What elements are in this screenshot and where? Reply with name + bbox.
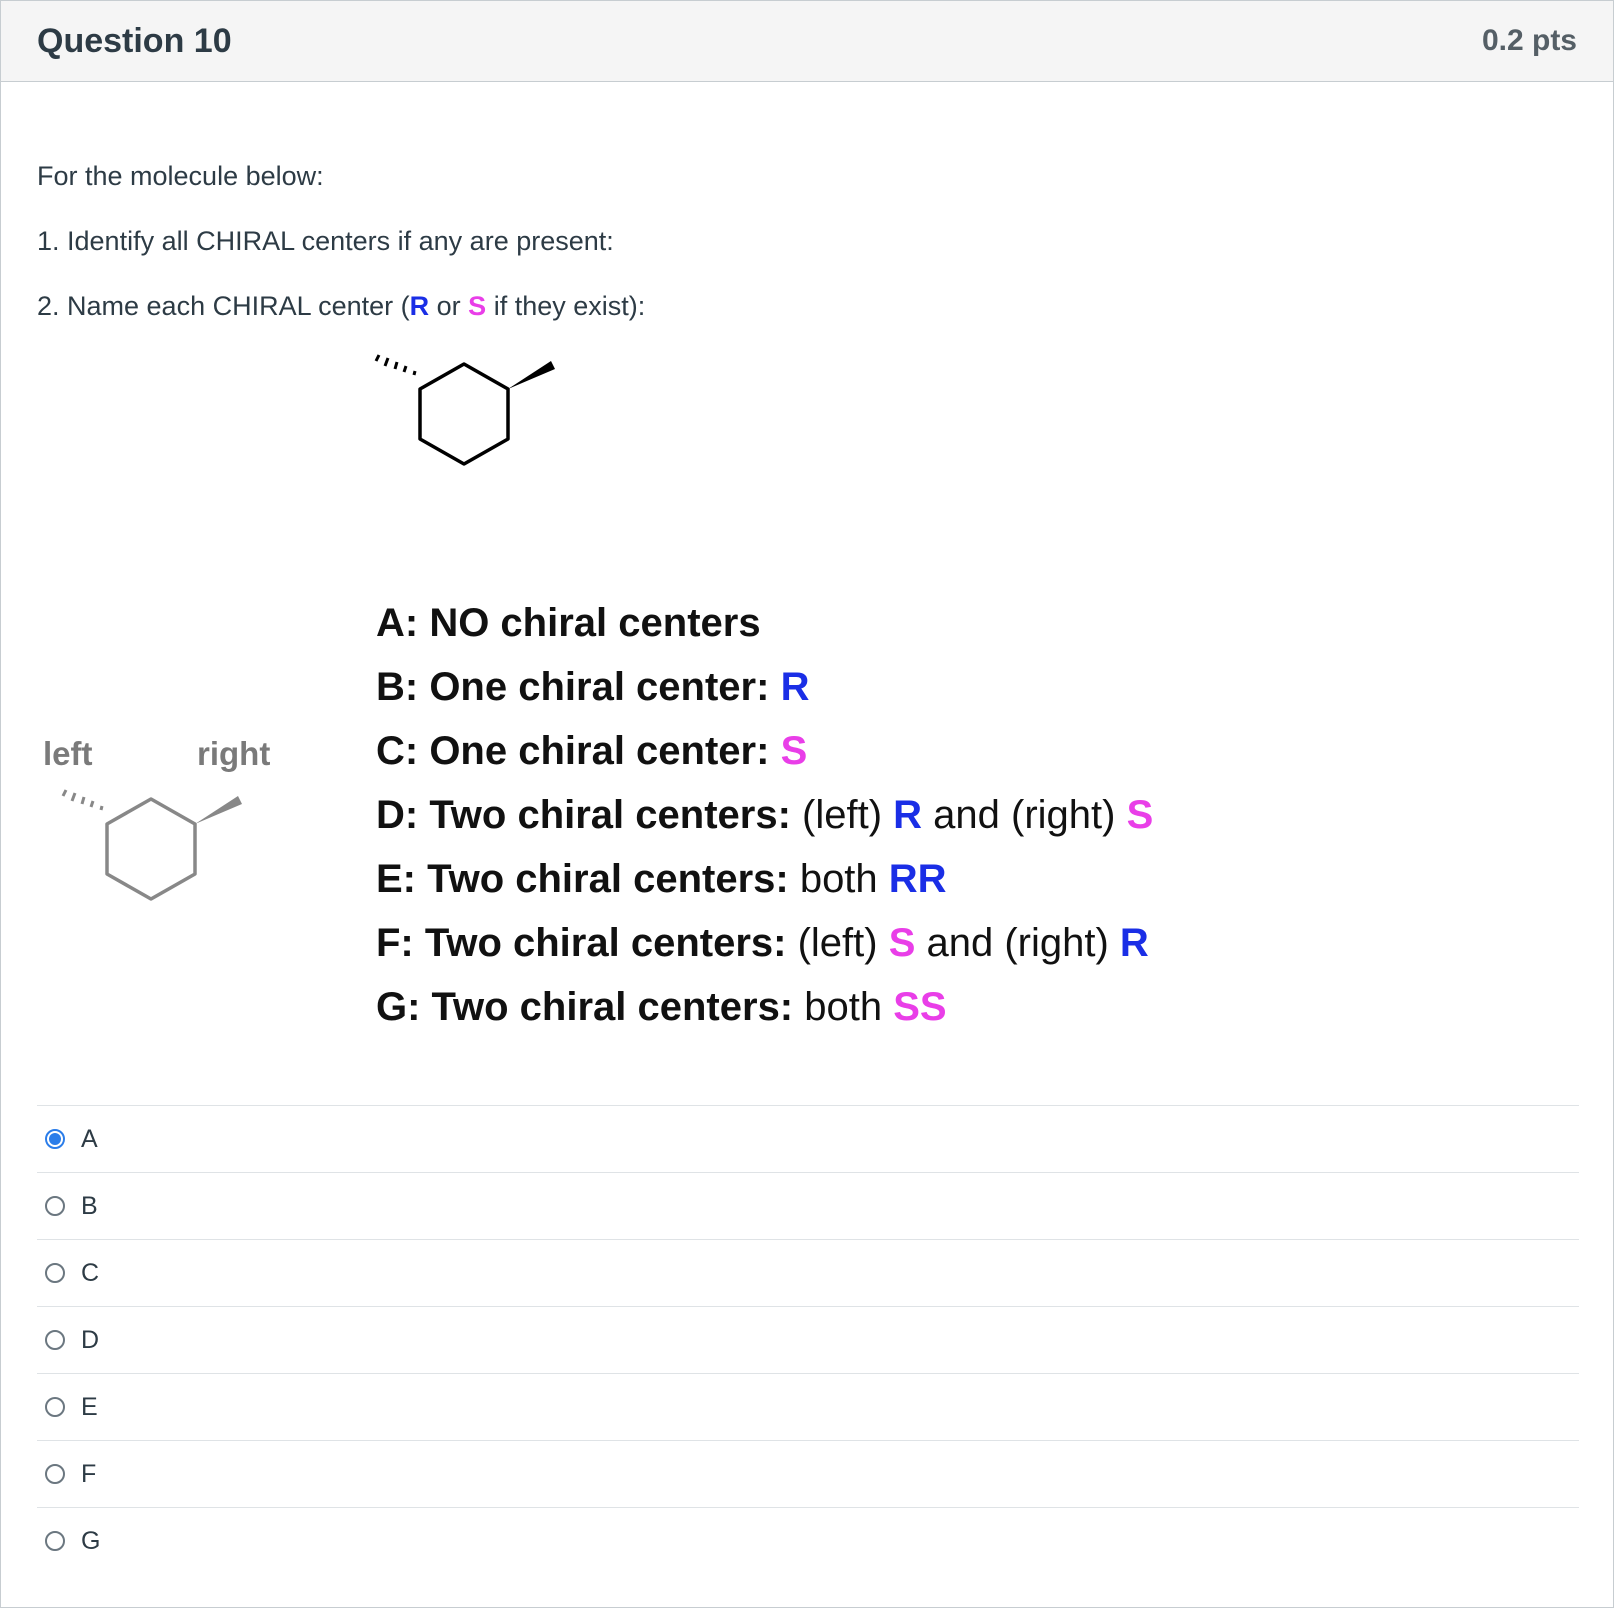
answer-choice-c[interactable] [37, 1239, 1579, 1306]
answer-choice-g[interactable] [37, 1507, 1579, 1574]
option-c-value: S [780, 729, 808, 773]
option-g-value: SS [893, 985, 947, 1029]
right-label: right [197, 735, 271, 772]
option-g-text [376, 985, 947, 1030]
prompt-line-3 [37, 291, 645, 322]
answer-list [37, 1105, 1579, 1574]
wedge-bond [508, 361, 555, 389]
question-points: 0.2 pts [1481, 24, 1577, 57]
option-b-bold: B: One chiral center: [376, 665, 781, 709]
answer-label-f: F [81, 1459, 97, 1488]
option-f-value-1: S [888, 921, 916, 965]
radio-c[interactable] [45, 1263, 65, 1283]
wedge-bond-gray [195, 796, 242, 824]
radio-g[interactable] [45, 1531, 65, 1551]
answer-choice-d[interactable] [37, 1306, 1579, 1373]
option-e-text-1: both [788, 857, 889, 901]
prompt-line-1: For the molecule below: [37, 161, 324, 191]
option-f-text-1: (left) [786, 921, 889, 965]
question-title: Question 10 [37, 21, 232, 60]
option-f-text [376, 921, 1149, 966]
option-c-bold: C: One chiral center: [376, 729, 781, 773]
option-e-bold: E: Two chiral centers: [376, 857, 789, 901]
hashed-bond [376, 355, 415, 375]
option-e-text [376, 857, 947, 902]
answer-choice-f[interactable] [37, 1440, 1579, 1507]
option-c-text [376, 729, 807, 774]
answer-label-c: C [81, 1258, 100, 1287]
prompt-line-2: 1. Identify all CHIRAL centers if any are present: [37, 226, 614, 256]
option-d-text-1: (left) [790, 793, 894, 837]
option-g-text-1: both [793, 985, 894, 1029]
radio-b[interactable] [45, 1196, 65, 1216]
left-label: left [43, 735, 93, 772]
prompt-line-3-post: if they exist): [486, 291, 646, 321]
prompt-s-label: S [468, 291, 487, 321]
option-b-text [376, 665, 809, 710]
answer-choice-b[interactable] [37, 1172, 1579, 1239]
option-b-value: R [780, 665, 810, 709]
option-g-bold: G: Two chiral centers: [376, 985, 794, 1029]
answer-choice-a[interactable] [37, 1105, 1579, 1172]
radio-a[interactable] [45, 1129, 65, 1149]
answer-label-g: G [81, 1526, 101, 1555]
answer-label-a: A [81, 1124, 98, 1153]
option-e-value: RR [888, 857, 947, 901]
option-f-bold: F: Two chiral centers: [376, 921, 787, 965]
option-a-bold: A: NO chiral centers [376, 601, 761, 645]
option-d-text-2: and (right) [922, 793, 1127, 837]
radio-e[interactable] [45, 1397, 65, 1417]
labeled-molecule-diagram [57, 786, 247, 906]
prompt-r-label: R [409, 291, 430, 321]
option-d-value-2: S [1126, 793, 1154, 837]
option-d-bold: D: Two chiral centers: [376, 793, 791, 837]
hashed-bond-gray [63, 790, 102, 810]
prompt-line-3-pre: 2. Name each CHIRAL center ( [37, 291, 410, 321]
question-header [1, 1, 1613, 82]
answer-label-d: D [81, 1325, 100, 1354]
option-d-value-1: R [893, 793, 923, 837]
cyclohexane-ring-gray [107, 799, 195, 899]
cyclohexane-ring [420, 364, 508, 464]
option-f-text-2: and (right) [915, 921, 1120, 965]
prompt-or: or [429, 291, 469, 321]
answer-label-e: E [81, 1392, 98, 1421]
molecule-diagram [371, 351, 561, 471]
answer-label-b: B [81, 1191, 98, 1220]
option-f-value-2: R [1119, 921, 1149, 965]
radio-d[interactable] [45, 1330, 65, 1350]
radio-f[interactable] [45, 1464, 65, 1484]
option-d-text [376, 793, 1153, 838]
answer-choice-e[interactable] [37, 1373, 1579, 1440]
option-a-text [376, 601, 761, 646]
